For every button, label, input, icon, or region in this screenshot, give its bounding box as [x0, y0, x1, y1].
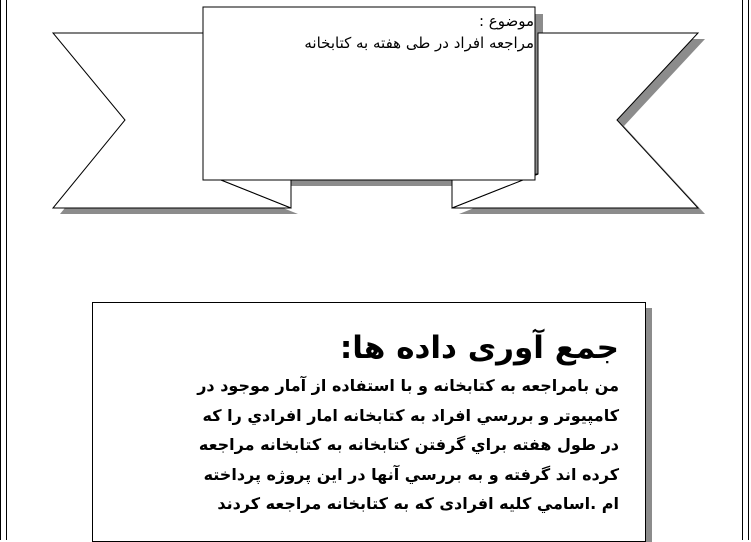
data-collection-line: كرده اند گرفته و به بررسي آنها در اين پروژه پرداخته: [203, 464, 619, 484]
data-collection-box: [92, 302, 646, 542]
data-collection-line: كامپيوتر و بررسي افراد به كتابخانه امار افرادي را كه: [202, 405, 619, 425]
data-collection-line: ام .اسامي كليه افرادی که به كتابخانه مراجعه كردند: [217, 494, 619, 513]
data-collection-title: جمع آوری داده ها:: [339, 330, 619, 366]
subject-heading: موضوع :: [478, 12, 534, 30]
data-collection-line: من بامراجعه به کتابخانه و با استفاده از آمار موجود در: [197, 376, 619, 395]
data-collection-content: [111, 325, 619, 519]
data-collection-line: در طول هفته براي گرفتن كتابخانه به كتابخانه مراجعه: [198, 435, 619, 454]
subject-text: مراجعه افراد در طی هفته به کتابخانه: [304, 34, 534, 52]
subject-box: [206, 10, 534, 100]
